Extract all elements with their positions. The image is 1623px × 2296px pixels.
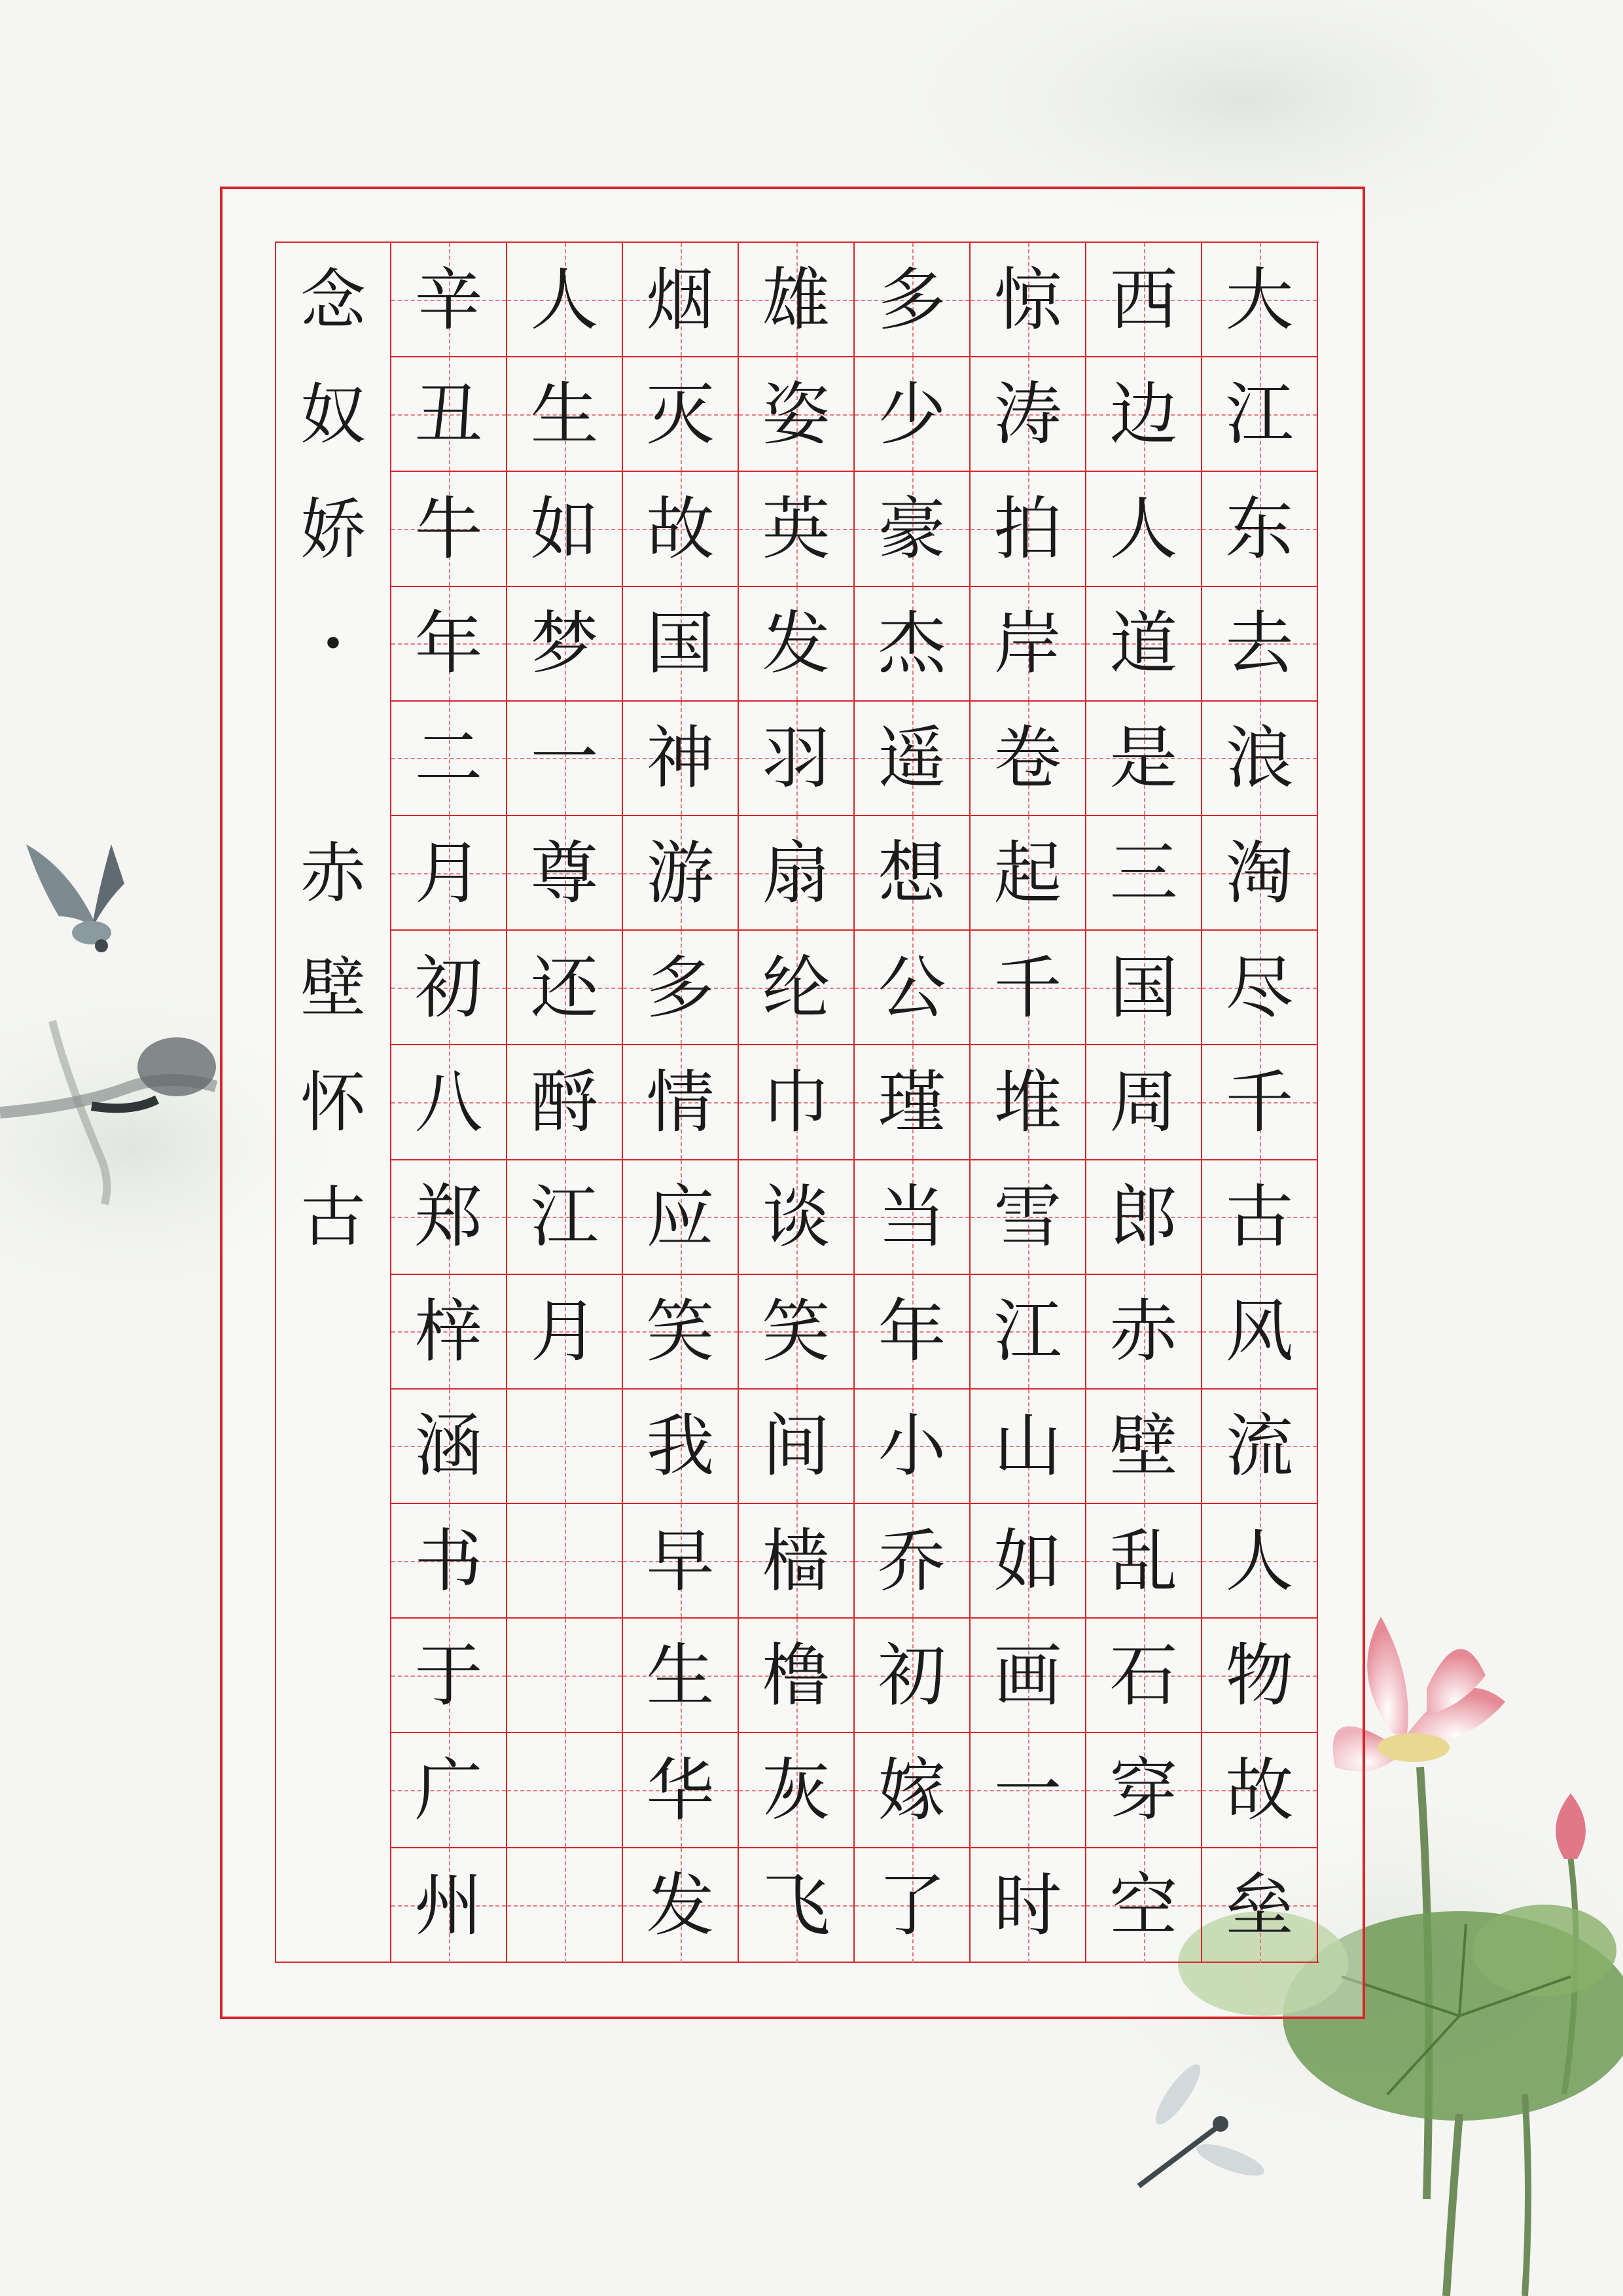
poem-character: 笑 — [646, 1291, 715, 1372]
poem-character: 多 — [646, 947, 715, 1028]
grid-cell — [391, 1504, 506, 1619]
poem-character: 生 — [646, 1635, 715, 1715]
grid-cell — [1202, 1848, 1317, 1963]
title-cell — [276, 472, 390, 586]
poem-character: 边 — [1109, 374, 1178, 454]
poem-character: 多 — [878, 259, 946, 340]
title-cell — [276, 1390, 390, 1504]
poem-character: 国 — [646, 603, 715, 684]
poem-character: 发 — [762, 603, 830, 684]
poem-character: 江 — [1225, 374, 1294, 454]
title-character: 赤 — [300, 834, 366, 912]
poem-character: 八 — [414, 1062, 483, 1142]
poem-character: 物 — [1225, 1635, 1294, 1715]
poem-character: 还 — [530, 947, 599, 1028]
grid-cell — [623, 702, 738, 816]
title-cell — [276, 1619, 390, 1733]
grid-cell — [507, 1848, 622, 1963]
grid-cell — [855, 357, 969, 472]
poem-character: 了 — [878, 1865, 946, 1946]
title-cell — [276, 1504, 390, 1619]
grid-cell — [971, 1619, 1085, 1733]
grid-cell — [391, 243, 506, 357]
poem-character: 淘 — [1225, 833, 1294, 913]
poem-character: 周 — [1109, 1062, 1178, 1142]
poem-character: 涛 — [993, 374, 1062, 454]
poem-character: 游 — [646, 833, 715, 913]
grid-cell — [739, 702, 853, 816]
poem-character: 堆 — [993, 1062, 1062, 1142]
poem-character: 东 — [1225, 488, 1294, 569]
sparrow-bird — [26, 844, 124, 952]
poem-character: 雄 — [762, 259, 830, 340]
poem-character: 故 — [646, 488, 715, 569]
poem-character: 年 — [414, 603, 483, 684]
grid-cell — [855, 1848, 969, 1963]
title-cell — [276, 357, 390, 472]
poem-character: 飞 — [762, 1865, 830, 1946]
grid-cell — [391, 1848, 506, 1963]
grid-cell — [1086, 1160, 1201, 1275]
grid-cell — [391, 1733, 506, 1848]
poem-character: 尊 — [530, 833, 599, 913]
grid-cell — [1202, 816, 1317, 931]
poem-character: 如 — [530, 488, 599, 569]
grid-cell — [971, 702, 1085, 816]
text-column — [391, 243, 507, 1962]
poem-character: 神 — [646, 718, 715, 798]
text-column — [1086, 243, 1202, 1962]
poem-character: 情 — [646, 1062, 715, 1142]
title-character: 古 — [300, 1179, 366, 1256]
poem-character: 广 — [414, 1750, 483, 1831]
poem-character: 画 — [993, 1635, 1062, 1715]
poem-character: 小 — [878, 1406, 946, 1486]
grid-cell — [1086, 1045, 1201, 1160]
grid-cell — [623, 1619, 738, 1733]
poem-character: 间 — [762, 1406, 830, 1486]
grid-cell — [623, 931, 738, 1045]
poem-character: 英 — [762, 488, 830, 569]
grid-cell — [855, 1390, 969, 1504]
poem-character: 浪 — [1225, 718, 1294, 798]
poem-character: 书 — [414, 1520, 483, 1601]
grid-cell — [623, 1275, 738, 1390]
grid-cell — [855, 587, 969, 702]
poem-character: 于 — [414, 1635, 483, 1715]
text-column — [507, 243, 623, 1962]
poem-character: 杰 — [878, 603, 946, 684]
poem-character: 酹 — [530, 1062, 599, 1142]
grid-cell — [739, 1275, 853, 1390]
poem-character: 一 — [530, 718, 599, 798]
grid-cell — [1202, 243, 1317, 357]
poem-character: 时 — [993, 1865, 1062, 1946]
grid-cell — [1086, 702, 1201, 816]
grid-cell — [1086, 931, 1201, 1045]
poem-character: 早 — [646, 1520, 715, 1601]
grid-cell — [623, 1504, 738, 1619]
poem-character: 梓 — [414, 1291, 483, 1372]
grid-cell — [623, 1160, 738, 1275]
grid-cell — [855, 1045, 969, 1160]
poem-character: 郎 — [1109, 1177, 1178, 1257]
grid-cell — [855, 1504, 969, 1619]
poem-character: 辛 — [414, 259, 483, 340]
poem-character: 扇 — [762, 833, 830, 913]
poem-character: 流 — [1225, 1406, 1294, 1486]
poem-character: 遥 — [878, 718, 946, 798]
grid-cell — [507, 472, 622, 586]
grid-cell — [971, 472, 1085, 586]
grid-cell — [623, 472, 738, 586]
poem-character: 纶 — [762, 947, 830, 1028]
poem-character: 豪 — [878, 488, 946, 569]
poem-character: 千 — [1225, 1062, 1294, 1142]
grid-cell — [739, 357, 853, 472]
grid-cell — [391, 1045, 506, 1160]
grid-cell — [623, 1848, 738, 1963]
grid-cell — [1086, 816, 1201, 931]
poem-character: 去 — [1225, 603, 1294, 684]
title-cell — [276, 816, 390, 931]
poem-character: 郑 — [414, 1177, 483, 1257]
poem-character: 二 — [414, 718, 483, 798]
poem-character: 瑾 — [878, 1062, 946, 1142]
title-cell — [276, 1275, 390, 1390]
grid-cell — [623, 587, 738, 702]
poem-character: 月 — [414, 833, 483, 913]
poem-character: 起 — [993, 833, 1062, 913]
poem-character: 牛 — [414, 488, 483, 569]
poem-character: 公 — [878, 947, 946, 1028]
poem-character: 初 — [878, 1635, 946, 1715]
poem-character: 当 — [878, 1177, 946, 1257]
grid-cell — [971, 1390, 1085, 1504]
grid-cell — [507, 816, 622, 931]
grid-cell — [739, 587, 853, 702]
poem-character: 人 — [1109, 488, 1178, 569]
poem-character: 雪 — [993, 1177, 1062, 1257]
grid-cell — [855, 1733, 969, 1848]
grid-cell — [739, 1619, 853, 1733]
grid-cell — [1086, 357, 1201, 472]
poem-character: 三 — [1109, 833, 1178, 913]
grid-cell — [855, 702, 969, 816]
grid-cell — [739, 1045, 853, 1160]
grid-cell — [971, 1504, 1085, 1619]
poem-character: 灭 — [646, 374, 715, 454]
title-character: 怀 — [300, 1064, 366, 1141]
grid-cell — [391, 1619, 506, 1733]
grid-cell — [1086, 1619, 1201, 1733]
grid-cell — [507, 243, 622, 357]
grid-cell — [971, 357, 1085, 472]
grid-cell — [1202, 931, 1317, 1045]
grid-cell — [391, 816, 506, 931]
grid-cell — [507, 1045, 622, 1160]
grid-cell — [971, 1045, 1085, 1160]
grid-cell — [1202, 1275, 1317, 1390]
character-grid — [275, 242, 1319, 1963]
title-cell — [276, 1045, 390, 1160]
grid-cell — [391, 931, 506, 1045]
poem-character: 羽 — [762, 718, 830, 798]
poem-character: 橹 — [762, 1635, 830, 1715]
poem-character: 江 — [993, 1291, 1062, 1372]
grid-cell — [391, 1390, 506, 1504]
poem-character: 国 — [1109, 947, 1178, 1028]
poem-character: 大 — [1225, 259, 1294, 340]
grid-cell — [971, 587, 1085, 702]
poem-character: 人 — [530, 259, 599, 340]
grid-cell — [623, 816, 738, 931]
title-cell — [276, 587, 390, 702]
grid-cell — [971, 931, 1085, 1045]
grid-cell — [971, 243, 1085, 357]
grid-cell — [855, 1619, 969, 1733]
grid-cell — [1202, 1504, 1317, 1619]
poem-character: 州 — [414, 1865, 483, 1946]
poem-character: 如 — [993, 1520, 1062, 1601]
poem-character: 惊 — [993, 259, 1062, 340]
grid-cell — [1202, 1390, 1317, 1504]
grid-cell — [1086, 1848, 1201, 1963]
grid-cell — [1202, 587, 1317, 702]
poem-character: 赤 — [1109, 1291, 1178, 1372]
grid-cell — [855, 243, 969, 357]
grid-cell — [855, 816, 969, 931]
text-column — [855, 243, 971, 1962]
grid-cell — [1202, 472, 1317, 586]
grid-cell — [739, 1733, 853, 1848]
grid-cell — [855, 931, 969, 1045]
grid-cell — [1086, 243, 1201, 357]
title-column — [276, 243, 391, 1962]
grid-cell — [391, 702, 506, 816]
grid-cell — [739, 816, 853, 931]
grid-cell — [391, 357, 506, 472]
grid-cell — [971, 1160, 1085, 1275]
poem-character: 道 — [1109, 603, 1178, 684]
poem-character: 少 — [878, 374, 946, 454]
grid-cell — [739, 1160, 853, 1275]
poem-character: 灰 — [762, 1750, 830, 1831]
text-column — [971, 243, 1086, 1962]
poem-character: 月 — [530, 1291, 599, 1372]
grid-cell — [739, 1390, 853, 1504]
title-cell — [276, 1848, 390, 1963]
grid-cell — [855, 472, 969, 586]
poem-character: 烟 — [646, 259, 715, 340]
grid-cell — [1086, 587, 1201, 702]
poem-character: 嫁 — [878, 1750, 946, 1831]
title-cell — [276, 1733, 390, 1848]
poem-character: 人 — [1225, 1520, 1294, 1601]
poem-character: 岸 — [993, 603, 1062, 684]
grid-cell — [507, 1160, 622, 1275]
grid-cell — [623, 1733, 738, 1848]
poem-character: 乔 — [878, 1520, 946, 1601]
grid-cell — [1086, 1504, 1201, 1619]
title-character: 娇 — [300, 490, 366, 567]
grid-cell — [1086, 1733, 1201, 1848]
grid-cell — [855, 1160, 969, 1275]
text-column — [739, 243, 855, 1962]
grid-cell — [507, 1275, 622, 1390]
poem-character: 壁 — [1109, 1406, 1178, 1486]
poem-character: 生 — [530, 374, 599, 454]
text-column — [623, 243, 739, 1962]
grid-cell — [1202, 357, 1317, 472]
poem-character: 华 — [646, 1750, 715, 1831]
grid-cell — [1202, 1160, 1317, 1275]
poem-character: 卷 — [993, 718, 1062, 798]
text-column — [1202, 243, 1318, 1962]
grid-cell — [1086, 472, 1201, 586]
title-cell — [276, 931, 390, 1045]
title-cell — [276, 1160, 390, 1275]
grid-cell — [391, 1275, 506, 1390]
poem-character: 山 — [993, 1406, 1062, 1486]
poem-character: 年 — [878, 1291, 946, 1372]
grid-cell — [1202, 1045, 1317, 1160]
grid-cell — [739, 1848, 853, 1963]
grid-cell — [507, 1390, 622, 1504]
poem-character: 西 — [1109, 259, 1178, 340]
grid-cell — [739, 472, 853, 586]
grid-cell — [971, 1848, 1085, 1963]
grid-cell — [971, 1275, 1085, 1390]
poem-character: 石 — [1109, 1635, 1178, 1715]
title-character: 念 — [300, 261, 366, 338]
poem-character: 空 — [1109, 1865, 1178, 1946]
grid-cell — [855, 1275, 969, 1390]
poem-character: 涵 — [414, 1406, 483, 1486]
poem-character: 尽 — [1225, 947, 1294, 1028]
title-cell — [276, 702, 390, 816]
grid-cell — [391, 1160, 506, 1275]
poem-character: 梦 — [530, 603, 599, 684]
poem-character: 乱 — [1109, 1520, 1178, 1601]
poem-character: 丑 — [414, 374, 483, 454]
title-character: 奴 — [300, 376, 366, 453]
poem-character: 垒 — [1225, 1865, 1294, 1946]
grid-cell — [623, 1045, 738, 1160]
poem-character: 初 — [414, 947, 483, 1028]
grid-cell — [507, 587, 622, 702]
title-character: 壁 — [300, 949, 366, 1026]
grid-cell — [1086, 1275, 1201, 1390]
grid-cell — [739, 1504, 853, 1619]
grid-cell — [623, 243, 738, 357]
poem-character: 千 — [993, 947, 1062, 1028]
poem-character: 江 — [530, 1177, 599, 1257]
grid-cell — [739, 243, 853, 357]
grid-cell — [623, 1390, 738, 1504]
poem-character: 风 — [1225, 1291, 1294, 1372]
poem-character: 故 — [1225, 1750, 1294, 1831]
grid-cell — [507, 1504, 622, 1619]
grid-cell — [739, 931, 853, 1045]
poem-character: 一 — [993, 1750, 1062, 1831]
grid-cell — [1202, 1733, 1317, 1848]
poem-character: 拍 — [993, 488, 1062, 569]
grid-cell — [971, 1733, 1085, 1848]
poem-character: 想 — [878, 833, 946, 913]
poem-character: 古 — [1225, 1177, 1294, 1257]
poem-character: 应 — [646, 1177, 715, 1257]
poem-character: 是 — [1109, 718, 1178, 798]
poem-character: 谈 — [762, 1177, 830, 1257]
grid-cell — [391, 472, 506, 586]
grid-cell — [507, 1619, 622, 1733]
poem-character: 笑 — [762, 1291, 830, 1372]
grid-cell — [1202, 1619, 1317, 1733]
poem-character: 我 — [646, 1406, 715, 1486]
grid-cell — [507, 1733, 622, 1848]
poem-character: 樯 — [762, 1520, 830, 1601]
grid-cell — [507, 702, 622, 816]
grid-cell — [1202, 702, 1317, 816]
poem-character: 巾 — [762, 1062, 830, 1142]
calligraphy-sheet — [220, 187, 1365, 2019]
grid-cell — [971, 816, 1085, 931]
grid-cell — [1086, 1390, 1201, 1504]
grid-cell — [507, 931, 622, 1045]
poem-character: 发 — [646, 1865, 715, 1946]
grid-cell — [623, 357, 738, 472]
poem-character: 姿 — [762, 374, 830, 454]
title-character: • — [321, 621, 345, 668]
grid-cell — [507, 357, 622, 472]
title-cell — [276, 243, 390, 357]
grid-cell — [391, 587, 506, 702]
poem-character: 穿 — [1109, 1750, 1178, 1831]
